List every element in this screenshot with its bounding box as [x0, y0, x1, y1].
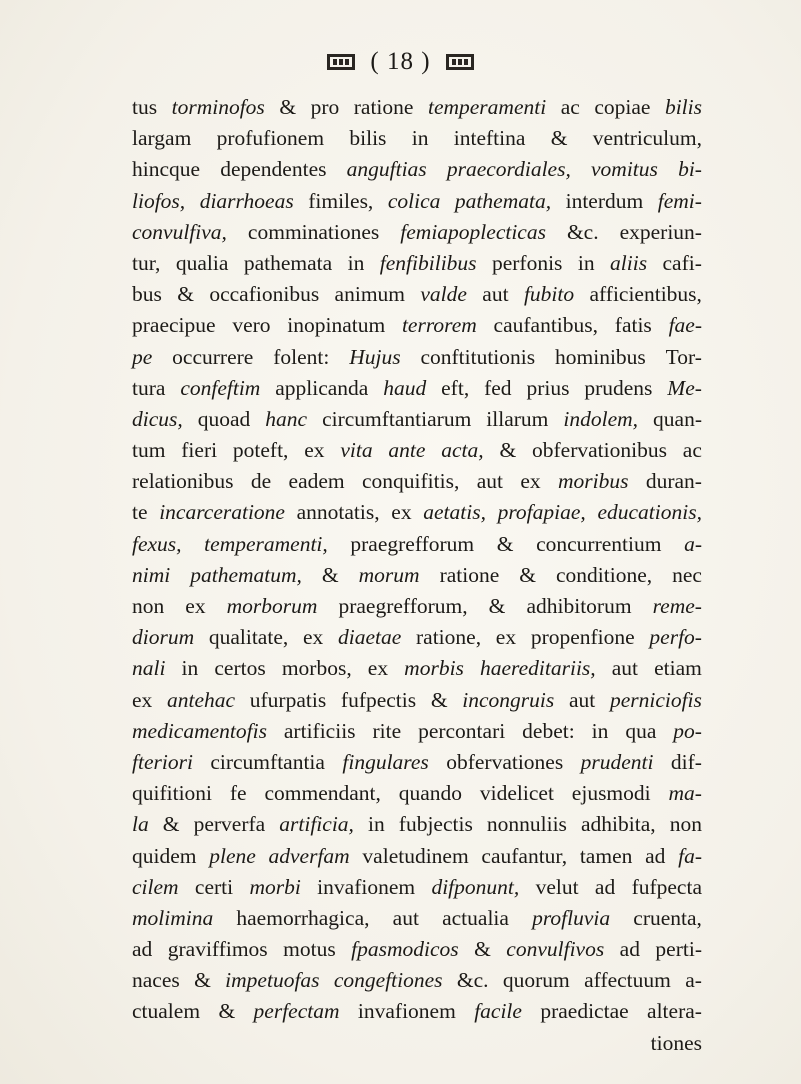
word: tum [132, 438, 166, 463]
word: copiae [594, 95, 651, 119]
word: & [218, 999, 236, 1024]
word: ac [560, 95, 580, 119]
text-line [132, 404, 702, 435]
word: occurrere [172, 344, 254, 369]
text-line [132, 373, 702, 404]
text-line [132, 934, 702, 965]
word: fenfibilibus [379, 250, 477, 275]
word: artificia, [279, 812, 354, 837]
word: quorum [502, 968, 570, 993]
word: hincque [132, 157, 201, 182]
word: dependentes [220, 157, 327, 182]
word: & [499, 438, 517, 463]
word: & [321, 562, 339, 587]
word: bus [132, 282, 162, 307]
word: etiam [654, 656, 702, 681]
word: moribus [558, 469, 629, 494]
word: molimina [132, 905, 214, 930]
word: antehac [167, 687, 236, 712]
word: incongruis [462, 687, 555, 712]
word: Me- [667, 375, 702, 400]
word: propenfione [530, 625, 635, 650]
word: prius [526, 375, 570, 400]
word: quan- [653, 406, 702, 431]
text-line [132, 903, 702, 934]
word: fteriori [132, 749, 193, 774]
text-line [132, 186, 702, 217]
word: ad [132, 937, 153, 962]
word: perniciofis [609, 687, 702, 712]
word: caufantibus, [493, 313, 599, 338]
word: tura [132, 375, 166, 400]
word: rite [372, 718, 402, 743]
text-line [132, 747, 702, 778]
text-line [132, 716, 702, 747]
word: concurrentium [536, 531, 662, 556]
word: circumftantiarum [322, 406, 472, 431]
text-line [132, 435, 702, 466]
word: tus [132, 95, 158, 119]
word: quifitioni [132, 781, 213, 806]
text-line [132, 1028, 702, 1059]
word: morborum [226, 594, 318, 618]
word: prudens [584, 375, 653, 400]
word: confeftim [180, 375, 261, 400]
word: temperamenti, [204, 531, 328, 556]
word: relationibus [132, 469, 234, 494]
word: profapiae, [497, 500, 586, 525]
word: fieri [181, 438, 218, 463]
word: fexus, [132, 531, 182, 556]
word: adhibitorum [526, 594, 632, 618]
word: & [430, 687, 448, 712]
word: caufantur, [481, 843, 568, 868]
word: valde [420, 282, 467, 307]
word: ex [367, 656, 389, 681]
word: ratione [353, 95, 414, 119]
text-line [132, 778, 702, 809]
word: naces [132, 968, 180, 993]
word: facile [474, 999, 522, 1024]
word: fa- [678, 843, 702, 868]
word: Tor- [665, 344, 702, 369]
word: profufionem [216, 126, 325, 151]
text-line [132, 466, 702, 497]
word: invafionem [317, 874, 416, 899]
word: &c. [456, 968, 489, 993]
word: videlicet [479, 781, 554, 806]
word: annotatis, [296, 500, 380, 525]
text-line [132, 996, 702, 1027]
word: ex [304, 438, 325, 463]
word: inteftina [453, 126, 526, 151]
word: colica [387, 188, 441, 213]
word: in [411, 126, 429, 151]
text-line [132, 248, 702, 279]
word: animum [334, 282, 406, 307]
word: haereditariis, [480, 656, 596, 681]
word: in [181, 656, 199, 681]
word: quidem [132, 843, 197, 868]
word: cilem [132, 874, 179, 899]
word: hanc [265, 406, 308, 431]
text-line [132, 809, 702, 840]
word: commendant, [264, 781, 381, 806]
word: tiones [650, 1030, 702, 1055]
word: haemorrhagica, [236, 905, 370, 930]
word: & [550, 126, 568, 151]
word: velut [535, 874, 579, 899]
word: tur, [132, 250, 161, 275]
text-line [132, 685, 702, 716]
word: aut [611, 656, 639, 681]
word: eft, [441, 375, 470, 400]
text-line [132, 92, 702, 123]
word: liofos, [132, 188, 186, 213]
word: diarrhoeas [199, 188, 294, 213]
word: femiapoplecticas [400, 219, 546, 244]
word: largam [132, 126, 192, 151]
word: profluvia [532, 905, 611, 930]
word: morbi [249, 874, 301, 899]
word: fed [484, 375, 512, 400]
word: in [577, 250, 595, 275]
word: medicamentofis [132, 718, 267, 743]
word: certi [194, 874, 234, 899]
word: conftitutionis [420, 344, 536, 369]
word: ad [594, 874, 616, 899]
word: fubito [523, 282, 575, 307]
word: bilis [349, 126, 387, 151]
word: & [279, 95, 297, 119]
word: dif- [670, 749, 702, 774]
word: qua [625, 718, 657, 743]
word: nec [672, 562, 702, 587]
body-text [132, 92, 702, 1059]
word: fatis [614, 313, 652, 338]
word: graviffimos [167, 937, 268, 962]
word: a- [684, 531, 702, 556]
word: convulfiva, [132, 219, 227, 244]
word: conditione, [556, 562, 653, 587]
word: fpasmodicos [351, 937, 459, 962]
word: & [496, 531, 514, 556]
text-line [132, 342, 702, 373]
word: & [474, 937, 491, 962]
word: motus [283, 937, 336, 962]
word: pathematum, [190, 562, 302, 587]
word: folent: [273, 344, 330, 369]
word: cafi- [662, 250, 702, 275]
word: praedictae [540, 999, 629, 1024]
word: ex [520, 469, 541, 494]
word: plene [209, 843, 256, 868]
word: qualitate, [208, 625, 289, 650]
text-line [132, 591, 702, 622]
word: perfectam [253, 999, 340, 1024]
word: aut [476, 469, 503, 494]
word: quoad [197, 406, 251, 431]
word: nimi [132, 562, 171, 587]
word: ex [391, 500, 412, 525]
word: te [132, 500, 148, 525]
word: po- [673, 718, 702, 743]
word: in [347, 250, 365, 275]
word: acta, [441, 438, 484, 463]
word: prudenti [580, 749, 654, 774]
word: nonnuliis [486, 812, 567, 837]
word: & [194, 968, 211, 993]
word: ventriculum, [592, 126, 702, 151]
word: circumftantia [210, 749, 325, 774]
text-line [132, 965, 702, 996]
word: Hujus [349, 344, 401, 369]
word: diaetae [337, 625, 402, 650]
word: ex [185, 594, 206, 618]
text-line [132, 497, 702, 528]
word: non [669, 812, 702, 837]
word: praecipue [132, 313, 216, 338]
word: fimiles, [308, 188, 374, 213]
word: fae- [668, 313, 702, 338]
word: experiun- [619, 219, 702, 244]
text-line [132, 622, 702, 653]
word: bilis [664, 95, 702, 119]
word: &c. [566, 219, 599, 244]
word: indolem, [563, 406, 639, 431]
word: hominibus [555, 344, 646, 369]
word: perti- [655, 937, 702, 962]
word: quando [398, 781, 463, 806]
word: & [488, 594, 506, 618]
word: educationis, [597, 500, 702, 525]
word: perverfa [193, 812, 266, 837]
word: & [177, 282, 194, 307]
word: fufpectis [340, 687, 417, 712]
word: praegrefforum [350, 531, 475, 556]
word: affectuum [584, 968, 671, 993]
word: qualia [175, 250, 229, 275]
word: & [162, 812, 180, 837]
word: pro [310, 95, 340, 119]
printer-ornament-left [326, 51, 356, 73]
word: morbos, [281, 656, 352, 681]
word: femi- [657, 188, 702, 213]
word: ex [302, 625, 324, 650]
word: actualia [442, 905, 509, 930]
word: anguftias [346, 157, 427, 182]
word: & [519, 562, 536, 587]
word: reme- [652, 594, 702, 618]
word: pathemata, [454, 188, 552, 213]
word: aut [568, 687, 596, 712]
page-header [0, 42, 801, 82]
word: in [367, 812, 385, 837]
word: praecordiales, [446, 157, 571, 182]
word: in [591, 718, 609, 743]
word: eadem [288, 469, 345, 494]
word: afficientibus, [589, 282, 702, 307]
word: non [132, 594, 165, 618]
word: adverfam [268, 843, 350, 868]
word: impetuofas [225, 968, 320, 993]
word: nali [132, 656, 166, 681]
word: interdum [565, 188, 644, 213]
word: duran- [645, 469, 702, 494]
word: ctualem [132, 999, 201, 1024]
word: ac [682, 438, 702, 463]
word: praegrefforum, [338, 594, 468, 618]
word: artificiis [283, 718, 356, 743]
word: obfervationes [446, 749, 564, 774]
text-line [132, 653, 702, 684]
word: temperamenti [427, 95, 547, 119]
word: fufpecta [631, 874, 702, 899]
word: fubjectis [398, 812, 473, 837]
word: pathemata [243, 250, 333, 275]
word: convulfivos [506, 937, 605, 962]
word: ratione [439, 562, 500, 587]
word: adhibita, [581, 812, 656, 837]
word: aliis [610, 250, 648, 275]
word: vita [340, 438, 373, 463]
word: percontari [418, 718, 506, 743]
printer-ornament-right [445, 51, 475, 73]
word: ex [132, 687, 153, 712]
word: perfonis [491, 250, 563, 275]
word: incarceratione [159, 500, 285, 525]
word: la [132, 812, 149, 837]
text-line [132, 529, 702, 560]
word: inopinatum [287, 313, 386, 338]
word: vomitus [591, 157, 658, 182]
word: invafionem [357, 999, 456, 1024]
word: valetudinem [362, 843, 469, 868]
word: ufurpatis [249, 687, 327, 712]
word: vero [232, 313, 271, 338]
word: morbis [404, 656, 464, 681]
word: ad [619, 937, 640, 962]
word: ex [495, 625, 517, 650]
word: certos [214, 656, 266, 681]
word: congeftiones [333, 968, 443, 993]
word: obfervationibus [532, 438, 667, 463]
text-line [132, 154, 702, 185]
word: difponunt, [431, 874, 520, 899]
word: debet: [522, 718, 575, 743]
word: altera- [647, 999, 702, 1024]
word: morum [358, 562, 420, 587]
word: ma- [668, 781, 702, 806]
word: illarum [486, 406, 549, 431]
word: torminofos [171, 95, 265, 119]
word: ratione, [416, 625, 482, 650]
word: terrorem [401, 313, 477, 338]
word: ad [645, 843, 666, 868]
word: poteft, [232, 438, 289, 463]
word: a- [685, 968, 702, 993]
word: aut [392, 905, 419, 930]
word: aetatis, [423, 500, 486, 525]
word: fingulares [342, 749, 429, 774]
word: cruenta, [633, 905, 702, 930]
word: applicanda [275, 375, 369, 400]
word: perfo- [649, 625, 702, 650]
word: diorum [132, 625, 195, 650]
word: fe [229, 781, 247, 806]
word: conquifitis, [362, 469, 460, 494]
text-line [132, 560, 702, 591]
text-line [132, 841, 702, 872]
page-number: ( 18 ) [370, 48, 431, 75]
word: bi- [678, 157, 702, 182]
text-line [132, 279, 702, 310]
text-line [132, 872, 702, 903]
word: haud [383, 375, 427, 400]
word: occafionibus [209, 282, 320, 307]
word: ejusmodi [571, 781, 651, 806]
word: pe [132, 344, 153, 369]
word: ante [388, 438, 426, 463]
word: tamen [579, 843, 633, 868]
text-line [132, 217, 702, 248]
text-line [132, 310, 702, 341]
text-line [132, 123, 702, 154]
word: aut [482, 282, 509, 307]
word: de [250, 469, 272, 494]
word: dicus, [132, 406, 183, 431]
word: comminationes [247, 219, 380, 244]
